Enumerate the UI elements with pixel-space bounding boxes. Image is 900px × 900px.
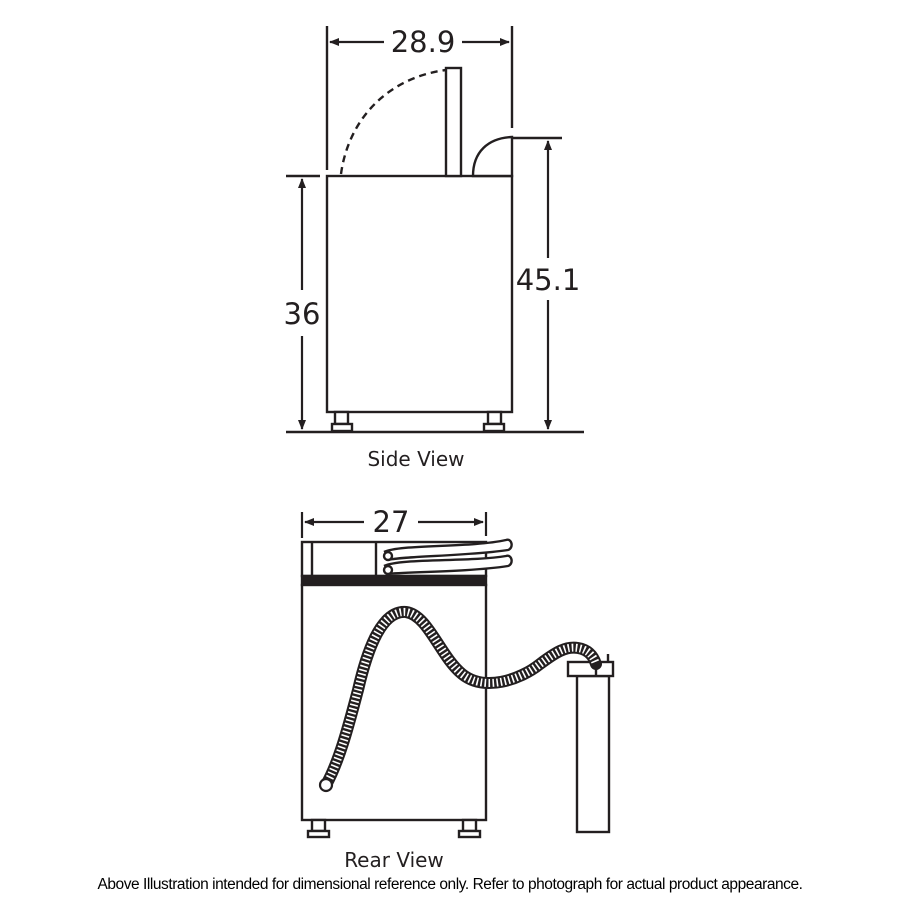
rear-view-standpipe [577,676,609,832]
side-view-front-foot [335,412,348,424]
side-view-diagram [283,26,584,432]
rear-view-top-band [302,576,486,585]
disclaimer-text: Above Illustration intended for dimensional reference only. Refer to photograph for actual product appearance. [97,876,803,893]
rear-view-left-foot [312,820,325,831]
total-height-dimension-label: 45.1 [515,263,581,297]
rear-view-right-foot [463,820,476,831]
cabinet-height-dimension-label: 36 [283,297,321,331]
width-dimension-label: 27 [372,505,410,539]
depth-dimension-label: 28.9 [390,25,456,59]
rear-view-diagram [302,540,613,837]
side-view-cabinet [327,176,512,412]
side-view-lid-swing-arc [341,70,446,174]
side-view-rear-foot [488,412,501,424]
rear-view-title: Rear View [344,848,444,872]
side-view-open-lid [446,68,461,176]
side-view-control-console [473,137,512,176]
side-view-title: Side View [367,447,465,471]
